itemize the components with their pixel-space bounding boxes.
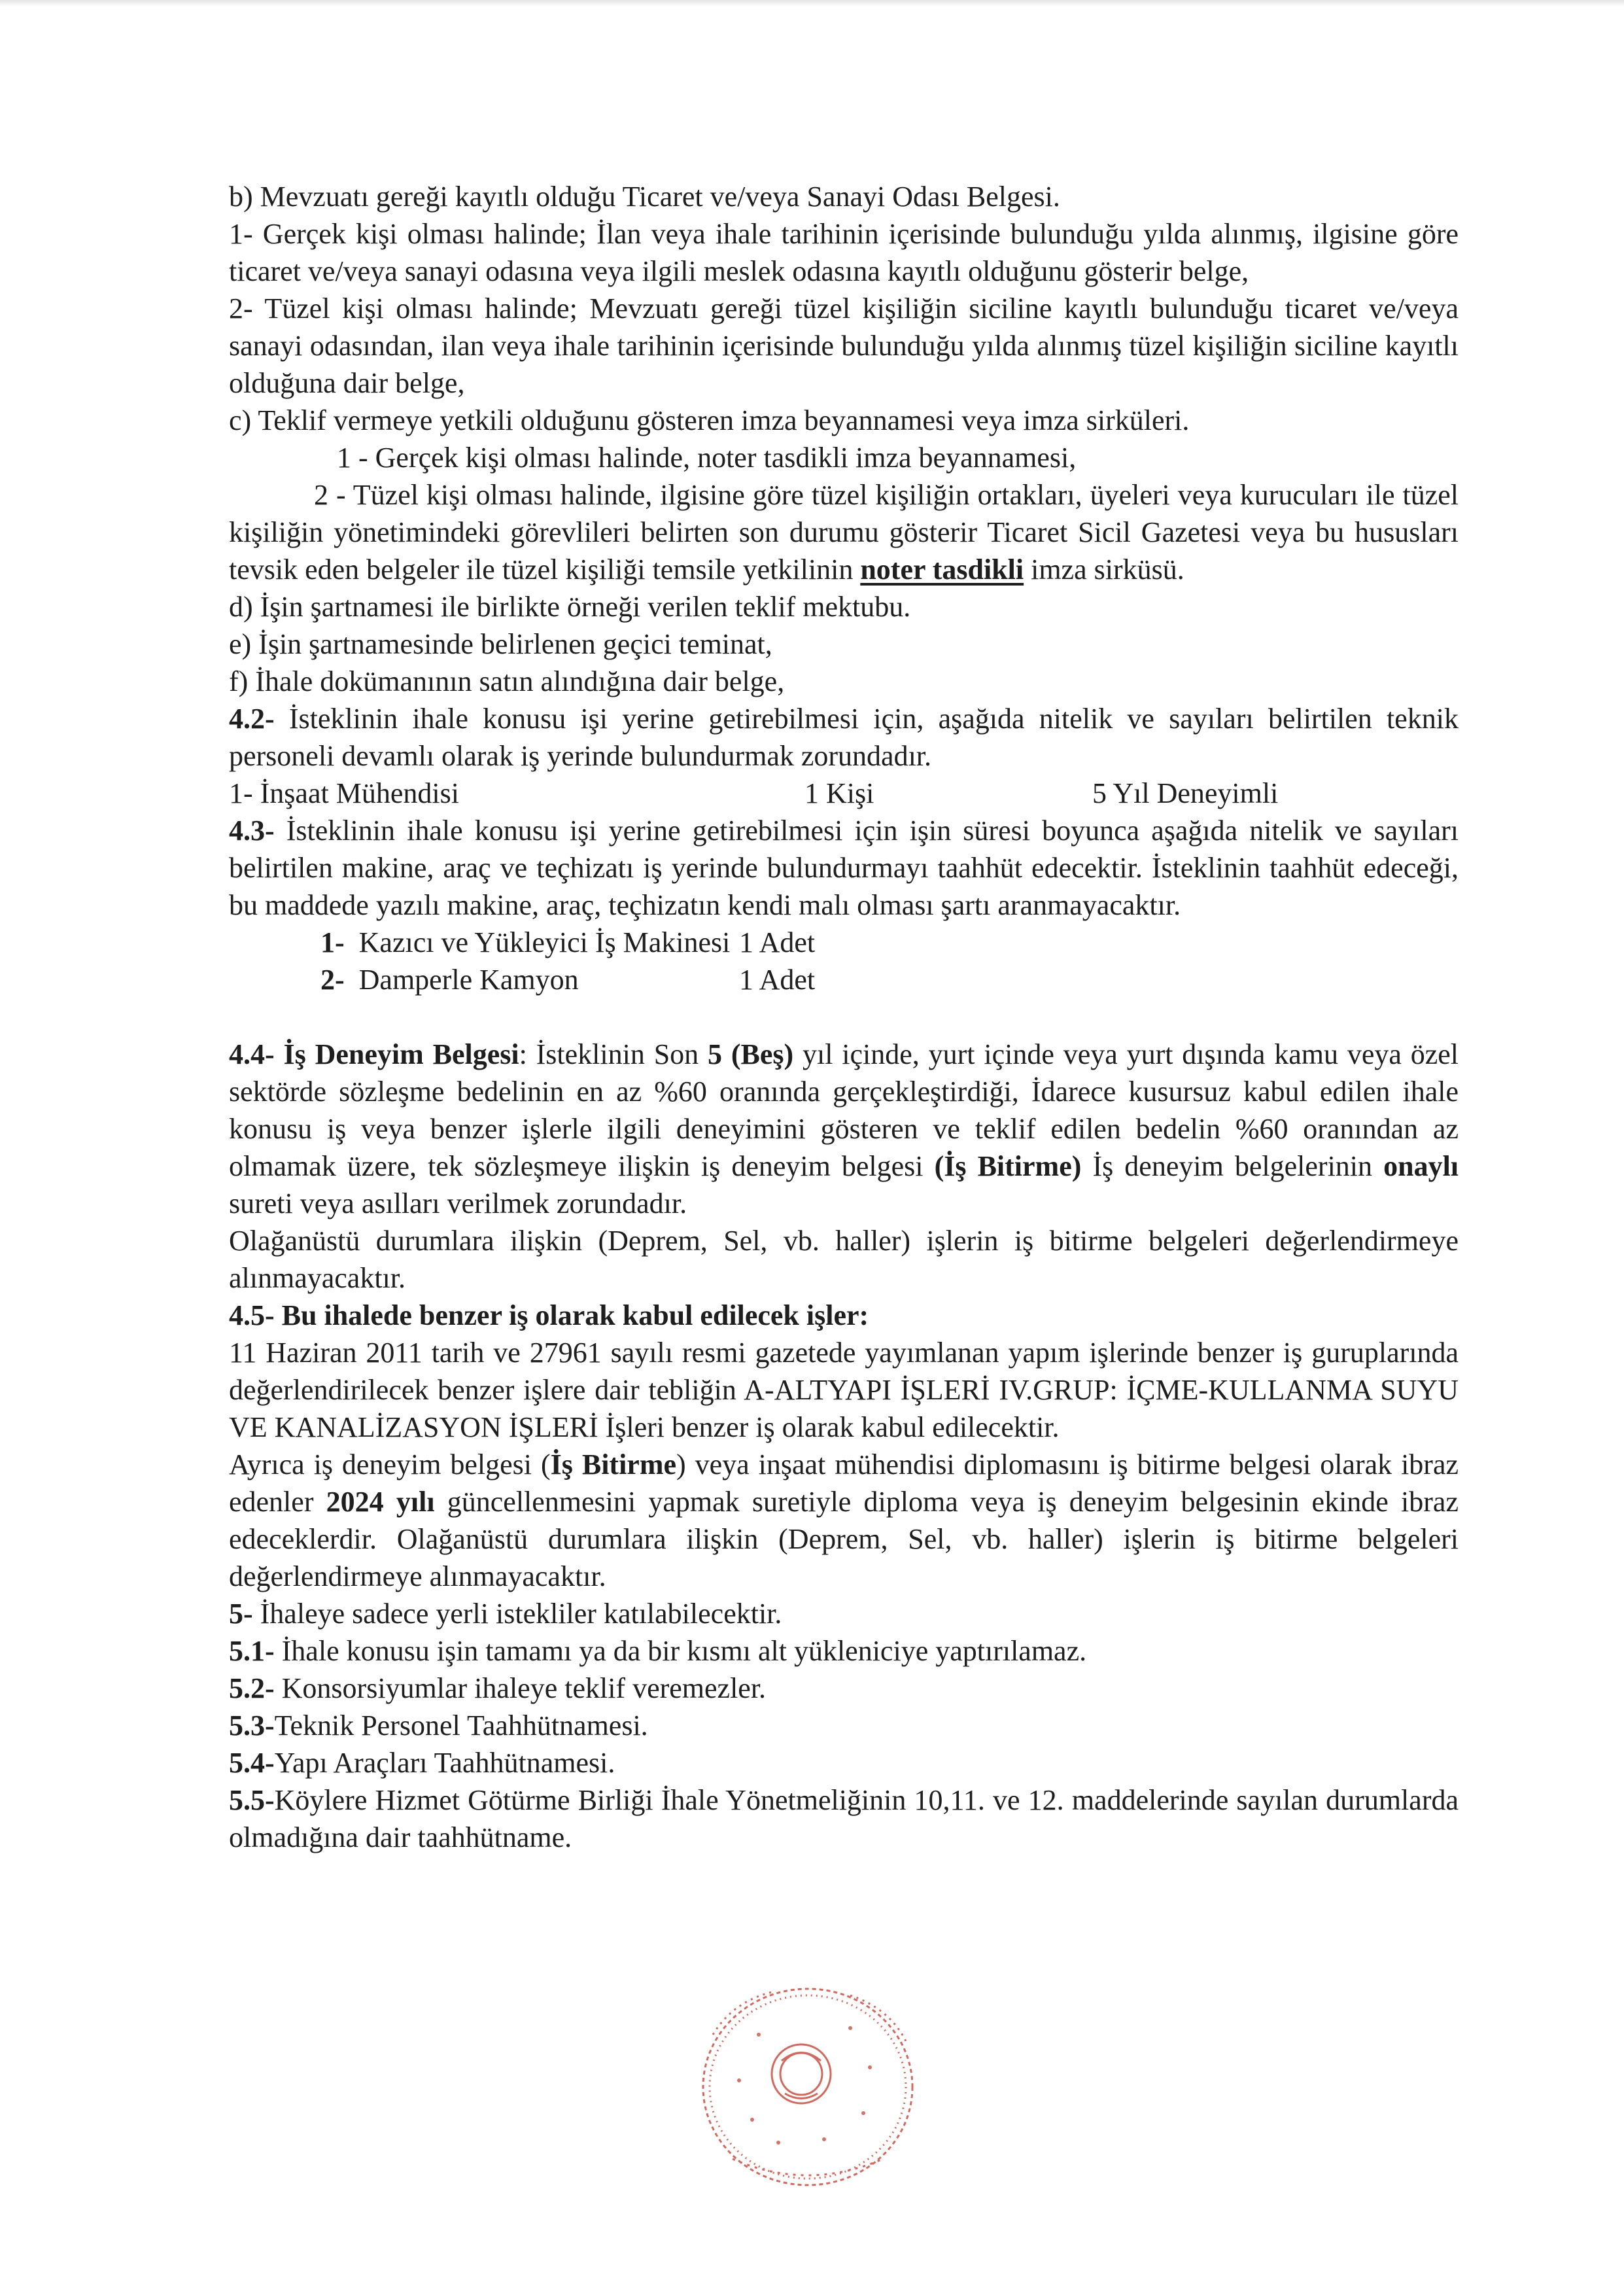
item-b-1: 1- Gerçek kişi olması halinde; İlan veya ihale tarihinin içerisinde bulunduğu yılda alınmış, ilgisine göre ticaret ve/veya sanayi odasına veya ilgili meslek odasına kayıtlı olduğunu gösterir belge, — [229, 218, 1459, 287]
section-5-4 — [229, 1744, 1459, 1781]
section-4-5-text-c: güncellenmesini yapmak suretiyle diploma veya iş deneyim belgesinin ekinde ibraz edeceklerdir. Olağanüstü durumlara ilişkin (Deprem, Sel, vb. haller) işlerin iş bitirme belgeleri değerlendirmeye alınmayacaktır. — [229, 1486, 1459, 1592]
section-4-4-title: İş Deneyim Belgesi — [283, 1038, 519, 1070]
section-4-4-text-1: : İsteklinin Son — [519, 1038, 708, 1070]
section-5-5-text: Köylere Hizmet Götürme Birliği İhale Yönetmeliğinin 10,11. ve 12. maddelerinde sayılan durumlarda olmadığına dair taahhütname. — [229, 1784, 1459, 1853]
section-4-3 — [229, 812, 1459, 924]
machine-row — [229, 924, 1459, 961]
section-4-5-text-b: ) veya inşaat mühendisi diplomasını iş bitirme belgesi olarak ibraz edenler — [229, 1448, 1459, 1518]
machine-row — [229, 961, 1459, 998]
section-5-4-text: Yapı Araçları Taahhütnamesi. — [274, 1747, 615, 1779]
item-b: b) Mevzuatı gereği kayıtlı olduğu Ticaret ve/veya Sanayi Odası Belgesi. — [229, 181, 1060, 213]
item-f: f) İhale dokümanının satın alındığına dair belge, — [229, 665, 785, 697]
spacer — [229, 998, 1459, 1036]
official-seal-stamp — [654, 1963, 961, 2198]
seal-ink — [703, 1989, 912, 2185]
section-4-4-text-2: yıl içinde, yurt içinde veya yurt dışında kamu veya özel sektörde sözleşme bedelinin en az %60 oranında gerçekleştirdiği, İdarece kusursuz kabul edilen ihale konusu iş veya benzer işlerle ilgili deneyimini gösteren ve teklif edilen bedelin %60 oranından az olmamak üzere, tek sözleşmeye ilişkin iş deneyim belgesi — [229, 1038, 1459, 1182]
machine-label: Kazıcı ve Yükleyici İş Makinesi — [358, 926, 731, 958]
document-body — [229, 178, 1459, 1856]
machine-name — [229, 924, 739, 961]
personnel-row — [229, 775, 1459, 812]
section-4-5-paragraph-2 — [229, 1446, 1459, 1595]
section-5-3-text: Teknik Personel Taahhütnamesi. — [274, 1709, 648, 1742]
personnel-name: 1- İnşaat Mühendisi — [229, 777, 459, 809]
section-4-4-text-4: sureti veya asılları verilmek zorundadır. — [229, 1187, 687, 1219]
section-4-4-number: 4.4- — [229, 1038, 275, 1070]
section-4-3-text: İsteklinin ihale konusu işi yerine getirebilmesi için işin süresi boyunca aşağıda nitelik ve sayıları belirtilen makine, araç ve teçhizatı iş yerinde bulundurmayı taahhüt edecektir. İsteklinin taahhüt edeceği, bu maddede yazılı makine, araç, teçhizatın kendi malı olması şartı aranmayacaktır. — [229, 815, 1459, 921]
section-5-1 — [229, 1632, 1459, 1670]
section-5-5 — [229, 1781, 1459, 1856]
section-4-4 — [229, 1036, 1459, 1222]
section-5-2-text: Konsorsiyumlar ihaleye teklif veremezler. — [274, 1672, 767, 1704]
section-4-4-bold-1: 5 (Beş) — [708, 1038, 794, 1070]
item-b-2: 2- Tüzel kişi olması halinde; Mevzuatı gereği tüzel kişiliğin siciline kayıtlı bulunduğu ticaret ve/veya sanayi odasından, ilan veya ihale tarihinin içerisinde bulunduğu yılda alınmış tüzel kişiliğin siciline kayıtlı olduğuna dair belge, — [229, 292, 1459, 399]
item-c-2-end: imza sirküsü. — [1024, 553, 1184, 586]
section-5 — [229, 1595, 1459, 1632]
item-d: d) İşin şartnamesi ile birlikte örneği verilen teklif mektubu. — [229, 591, 911, 623]
section-4-5-text-a: Ayrıca iş deneyim belgesi ( — [229, 1448, 551, 1480]
section-4-5-heading: 4.5- Bu ihalede benzer iş olarak kabul edilecek işler: — [229, 1299, 869, 1331]
personnel-experience: 5 Yıl Deneyimli — [1092, 777, 1279, 809]
section-4-5-bold-a: İş Bitirme — [550, 1448, 677, 1480]
scan-edge — [0, 0, 1624, 7]
section-5-text: İhaleye sadece yerli istekliler katılabilecektir. — [252, 1598, 782, 1630]
machine-number: 2- — [320, 964, 345, 996]
machine-name — [229, 961, 739, 998]
machine-number: 1- — [320, 926, 345, 958]
section-5-1-text: İhale konusu işin tamamı ya da bir kısmı alt yükleniciye yaptırılamaz. — [274, 1635, 1087, 1667]
section-4-2-text: İsteklinin ihale konusu işi yerine getirebilmesi için, aşağıda nitelik ve sayıları belirtilen teknik personeli devamlı olarak iş yerinde bulundurmak zorundadır. — [229, 703, 1459, 772]
section-4-5-title — [229, 1297, 1459, 1334]
section-4-4-note: Olağanüstü durumlara ilişkin (Deprem, Sel, vb. haller) işlerin iş bitirme belgeleri değerlendirmeye alınmayacaktır. — [229, 1225, 1459, 1294]
machine-label: Damperle Kamyon — [358, 964, 579, 996]
noter-tasdikli-emphasis: noter tasdikli — [860, 553, 1024, 586]
machine-qty: 1 Adet — [739, 926, 816, 958]
section-5-3 — [229, 1707, 1459, 1744]
item-c-1: 1 - Gerçek kişi olması halinde, noter tasdikli imza beyannamesi, — [337, 442, 1077, 474]
section-4-2 — [229, 700, 1459, 775]
machine-qty: 1 Adet — [739, 964, 816, 996]
section-5-3-number: 5.3- — [229, 1709, 275, 1742]
section-4-4-bold-3: onaylı — [1383, 1150, 1459, 1182]
section-5-1-number: 5.1- — [229, 1635, 275, 1667]
section-5-number: 5- — [229, 1598, 253, 1630]
section-4-4-text-3: İş deneyim belgelerinin — [1081, 1150, 1384, 1182]
section-5-2 — [229, 1670, 1459, 1707]
item-c-2-text: 2 - Tüzel kişi olması halinde, ilgisine göre tüzel kişiliğin ortakları, üyeleri veya kurucuları ile tüzel kişiliğin yönetimindeki görevlileri belirten son durumu gösterir Ticaret Sicil Gazetesi veya bu hususları tevsik eden belgeler ile tüzel kişiliği temsile yetkilinin — [229, 479, 1459, 586]
item-c-2 — [229, 476, 1459, 588]
section-4-4-bold-2: (İş Bitirme) — [934, 1150, 1082, 1182]
section-5-2-number: 5.2- — [229, 1672, 275, 1704]
section-5-4-number: 5.4- — [229, 1747, 275, 1779]
item-e: e) İşin şartnamesinde belirlenen geçici teminat, — [229, 628, 772, 660]
section-4-5-bold-b: 2024 yılı — [326, 1486, 435, 1518]
personnel-qty: 1 Kişi — [804, 777, 874, 809]
section-4-3-number: 4.3- — [229, 815, 275, 847]
section-4-2-number: 4.2- — [229, 703, 275, 735]
item-c: c) Teklif vermeye yetkili olduğunu gösteren imza beyannamesi veya imza sirküleri. — [229, 404, 1190, 436]
section-5-5-number: 5.5- — [229, 1784, 275, 1816]
section-4-5-paragraph-1: 11 Haziran 2011 tarih ve 27961 sayılı resmi gazetede yayımlanan yapım işlerinde benzer iş guruplarında değerlendirilecek benzer işlere dair tebliğin A-ALTYAPI İŞLERİ IV.GRUP: İÇME-KULLANMA SUYU VE KANALİZASYON İŞLERİ İşleri benzer iş olarak kabul edilecektir. — [229, 1337, 1459, 1443]
